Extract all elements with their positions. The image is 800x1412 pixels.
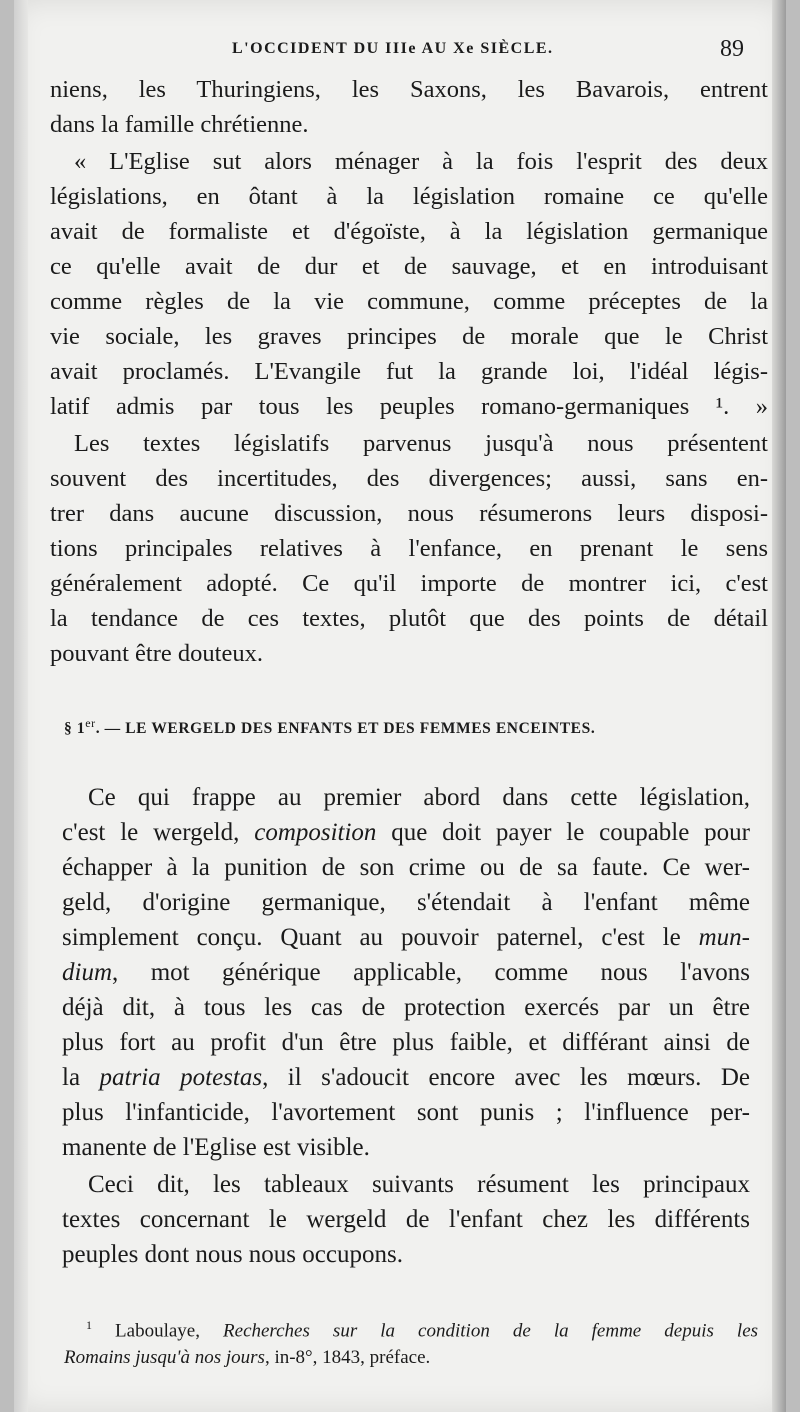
text-line: généralement adopté. Ce qu'il importe de montrer ici, c'est [50,570,768,597]
text-line: comme règles de la vie commune, comme préceptes de la [50,288,768,315]
section-title: . — LE WERGELD DES ENFANTS ET DES FEMMES ENCEINTES. [95,720,596,738]
text-line: trer dans aucune discussion, nous résumerons leurs disposi- [50,500,768,527]
text-line: niens, les Thuringiens, les Saxons, les Bavarois, entrent [50,76,768,103]
text-line: avait proclamés. L'Evangile fut la grande loi, l'idéal légis- [50,358,768,385]
page-number: 89 [720,36,744,62]
text-line: avait de formaliste et d'égoïste, à la législation germanique [50,218,768,245]
footnote-line: $^1$ Laboulaye, Recherches sur la condition de la femme depuis les [86,1318,759,1342]
text-line: souvent des incertitudes, des divergences; aussi, sans en- [50,465,768,492]
text-line: Les textes législatifs parvenus jusqu'à nous présentent [74,430,768,457]
text-line: tions principales relatives à l'enfance, en prenant le sens [50,535,768,562]
page-edge-left [14,0,28,1412]
italic-term: dium [62,959,112,986]
text-line: textes concernant le wergeld de l'enfant chez les différents [62,1206,750,1233]
text-line: échapper à la punition de son crime ou de sa faute. Ce wer- [62,854,750,881]
running-head: L'OCCIDENT DU IIIe AU Xe SIÈCLE. [232,40,554,57]
text-line: pouvant être douteux. [50,640,263,667]
text-line: dium, mot générique applicable, comme nous l'avons [62,959,750,986]
text-line: Ceci dit, les tableaux suivants résument les principaux [88,1171,750,1198]
text-line: plus fort au profit d'un être plus faible, et différant ainsi de [62,1029,750,1056]
text-line: « L'Eglise sut alors ménager à la fois l'esprit des deux [74,148,768,175]
book-page [14,0,786,1412]
page-edge-right [772,0,786,1412]
text-line: latif admis par tous les peuples romano-germaniques ¹. » [50,393,768,420]
text-line: déjà dit, à tous les cas de protection exercés par un être [62,994,750,1021]
text-line: dans la famille chrétienne. [50,111,309,138]
text-line: législations, en ôtant à la législation romaine ce qu'elle [50,183,768,210]
text-line: la tendance de ces textes, plutôt que des points de détail [50,605,768,632]
section-heading [64,716,595,738]
text-line: vie sociale, les graves principes de morale que le Christ [50,323,768,350]
text-line: c'est le wergeld, composition que doit payer le coupable pour [62,819,751,846]
text-line: simplement conçu. Quant au pouvoir paternel, c'est le mun- [62,924,750,951]
footnote-line: Romains jusqu'à nos jours, in-8°, 1843, préface. [64,1347,431,1368]
text-line: peuples dont nous nous occupons. [62,1241,403,1268]
text-line: manente de l'Eglise est visible. [62,1134,370,1161]
text-line: plus l'infanticide, l'avortement sont punis ; l'influence per- [62,1099,750,1126]
italic-term: patria potestas [99,1064,263,1091]
italic-term: mun- [698,924,750,951]
section-number: § 1 [64,720,86,738]
italic-term: composition [254,819,377,846]
text-line: Ce qui frappe au premier abord dans cette législation, [88,784,750,811]
footnote-marker: 1 [86,1318,92,1332]
text-line: ce qu'elle avait de dur et de sauvage, et en introduisant [50,253,768,280]
text-line: geld, d'origine germanique, s'étendait à l'enfant même [62,889,750,916]
text-line: la patria potestas, il s'adoucit encore avec les mœurs. De [62,1064,750,1091]
section-number-sup: er [85,716,96,730]
